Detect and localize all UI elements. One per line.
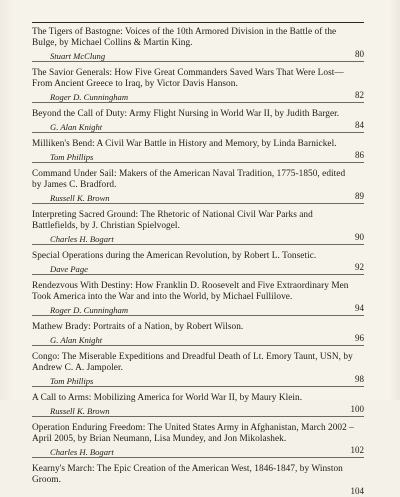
book-title: Milliken's Bend: A Civil War Battle in History and Memory, by Linda Barnickel. (32, 139, 337, 149)
page-number: 102 (350, 445, 364, 455)
reviewer-name: G. Alan Knight (50, 335, 103, 345)
reviewer-name: Charles H. Bogart (50, 234, 114, 244)
page-number: 86 (355, 150, 364, 160)
review-entry (32, 210, 364, 245)
reviewer-name: Tom Phillips (50, 376, 94, 386)
page-number: 104 (350, 486, 364, 496)
review-entry (32, 68, 364, 103)
review-entry (32, 281, 364, 316)
review-entry (32, 251, 364, 275)
book-title: Special Operations during the American Revolution, by Robert L. Tonsetic. (32, 251, 317, 261)
reviewer-name: G. Alan Knight (50, 122, 103, 132)
page-number: 89 (355, 191, 364, 201)
page-number: 100 (350, 404, 364, 414)
page-number: 84 (355, 120, 364, 130)
review-entry (32, 109, 364, 133)
reviewer-name: Roger D. Cunningham (50, 92, 129, 102)
reviewer-name: Dave Page (50, 264, 88, 274)
review-entry (32, 352, 364, 387)
book-title: Command Under Sail: Makers of the American Naval Tradition, 1775-1850, edited by James C. Bradford. (32, 169, 346, 190)
review-entry (32, 464, 364, 497)
book-title: Operation Enduring Freedom: The United States Army in Afghanistan, March 2002 – April 2005, by Brian Neumann, Lisa Mundey, and Jon Mikolashek. (32, 423, 354, 444)
review-entry (32, 423, 364, 458)
review-entry (32, 322, 364, 346)
page-number: 98 (355, 374, 364, 384)
top-rule (32, 22, 364, 23)
page-number: 80 (355, 49, 364, 59)
page-number: 82 (355, 90, 364, 100)
review-entry (32, 139, 364, 163)
book-title: The Tigers of Bastogne: Voices of the 10th Armored Division in the Battle of the Bulge, by Michael Collins & Martin King. (32, 27, 337, 48)
page-number: 94 (355, 303, 364, 313)
review-entry (32, 27, 364, 62)
review-entry (32, 169, 364, 204)
book-title: A Call to Arms: Mobilizing America for World War II, by Maury Klein. (32, 393, 303, 403)
page-number: 96 (355, 333, 364, 343)
reviewer-name: Roger D. Cunningham (50, 305, 129, 315)
book-title: Interpreting Sacred Ground: The Rhetoric of National Civil War Parks and Battlefields, by J. Christian Spielvogel. (32, 210, 313, 231)
book-title: Mathew Brady: Portraits of a Nation, by Robert Wilson. (32, 322, 244, 332)
book-title: Kearny's March: The Epic Creation of the American West, 1846-1847, by Winston Groom. (32, 464, 343, 485)
reviewer-name: Stuart McClung (50, 51, 106, 61)
reviewer-name: Charles H. Bogart (50, 447, 114, 457)
reviewer-name: Tom Phillips (50, 152, 94, 162)
review-index (32, 22, 364, 496)
reviewer-name: Russell K. Brown (50, 406, 110, 416)
reviewer-name: Russell K. Brown (50, 193, 110, 203)
book-title: Beyond the Call of Duty: Army Flight Nursing in World War II, by Judith Barger. (32, 109, 340, 119)
book-title: The Savior Generals: How Five Great Commanders Saved Wars That Were Lost—From Ancient Greece to Iraq, by Victor Davis Hanson. (32, 68, 344, 89)
book-title: Congo: The Miserable Expeditions and Dreadful Death of Lt. Emory Taunt, USN, by Andrew C. A. Jampoler. (32, 352, 353, 373)
page-number: 90 (355, 232, 364, 242)
book-title: Rendezvous With Destiny: How Franklin D. Roosevelt and Five Extraordinary Men Took America into the War and into the World, by Michael Fullilove. (32, 281, 349, 302)
review-entry (32, 393, 364, 417)
page-number: 92 (355, 262, 364, 272)
